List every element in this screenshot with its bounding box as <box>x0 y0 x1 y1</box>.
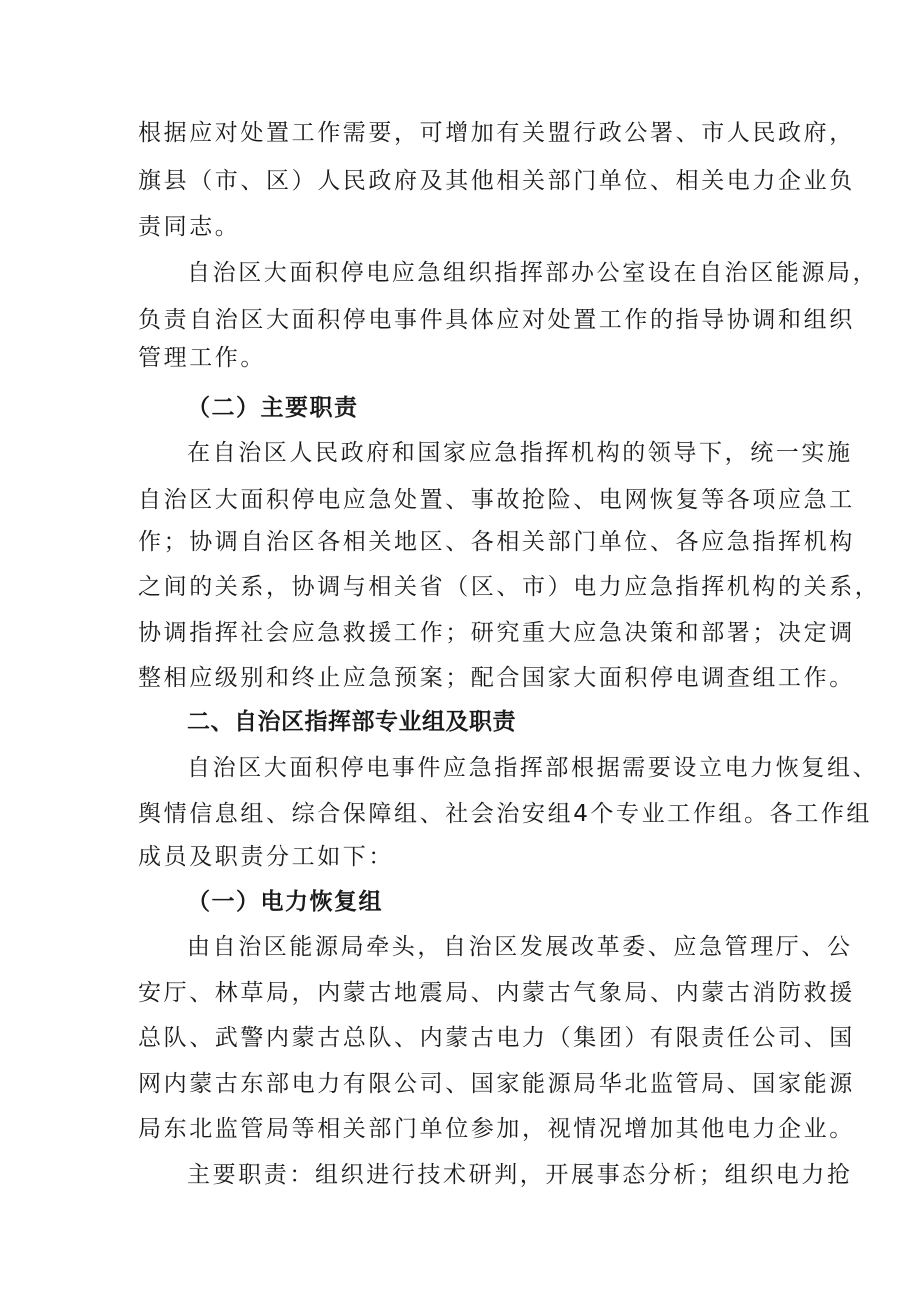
section-heading: （一）电力恢复组 <box>187 889 383 915</box>
paragraph-line: 自治区大面积停电应急处置、事故抢险、电网恢复等各项应急工 <box>138 487 855 513</box>
chapter-heading: 二、自治区指挥部专业组及职责 <box>187 709 516 735</box>
paragraph-line: 在自治区人民政府和国家应急指挥机构的领导下，统一实施 <box>187 440 853 466</box>
paragraph-line: 由自治区能源局牵头，自治区发展改革委、应急管理厅、公 <box>187 934 853 960</box>
paragraph-line: 安厅、林草局，内蒙古地震局、内蒙古气象局、内蒙古消防救援 <box>138 980 855 1006</box>
paragraph-line: 网内蒙古东部电力有限公司、国家能源局华北监管局、国家能源 <box>138 1071 855 1097</box>
paragraph-line: 整相应级别和终止应急预案；配合国家大面积停电调查组工作。 <box>138 665 855 691</box>
paragraph-line: 负责自治区大面积停电事件具体应对处置工作的指导协调和组织 <box>138 307 855 333</box>
paragraph-line: 管理工作。 <box>138 345 266 371</box>
paragraph-line: 局东北监管局等相关部门单位参加，视情况增加其他电力企业。 <box>138 1116 855 1142</box>
paragraph-line: 成员及职责分工如下： <box>138 844 394 870</box>
paragraph-line: 舆情信息组、综合保障组、社会治安组4个专业工作组。各工作组 <box>138 801 873 827</box>
section-heading: （二）主要职责 <box>187 395 359 421</box>
paragraph-line: 自治区大面积停电应急组织指挥部办公室设在自治区能源局， <box>187 260 879 286</box>
paragraph-line: 作；协调自治区各相关地区、各相关部门单位、各应急指挥机构 <box>138 529 855 555</box>
paragraph-line: 根据应对处置工作需要，可增加有关盟行政公署、市人民政府， <box>138 120 855 146</box>
paragraph-line: 旗县（市、区）人民政府及其他相关部门单位、相关电力企业负 <box>138 168 855 194</box>
paragraph-line: 协调指挥社会应急救援工作；研究重大应急决策和部署；决定调 <box>138 620 855 646</box>
paragraph-line: 责同志。 <box>138 214 241 240</box>
paragraph-line: 总队、武警内蒙古总队、内蒙古电力（集团）有限责任公司、国 <box>138 1025 855 1051</box>
paragraph-line: 之间的关系，协调与相关省（区、市）电力应急指挥机构的关系， <box>138 574 881 600</box>
paragraph-line: 自治区大面积停电事件应急指挥部根据需要设立电力恢复组、 <box>187 755 879 781</box>
paragraph-line: 主要职责：组织进行技术研判，开展事态分析；组织电力抢 <box>187 1162 853 1188</box>
